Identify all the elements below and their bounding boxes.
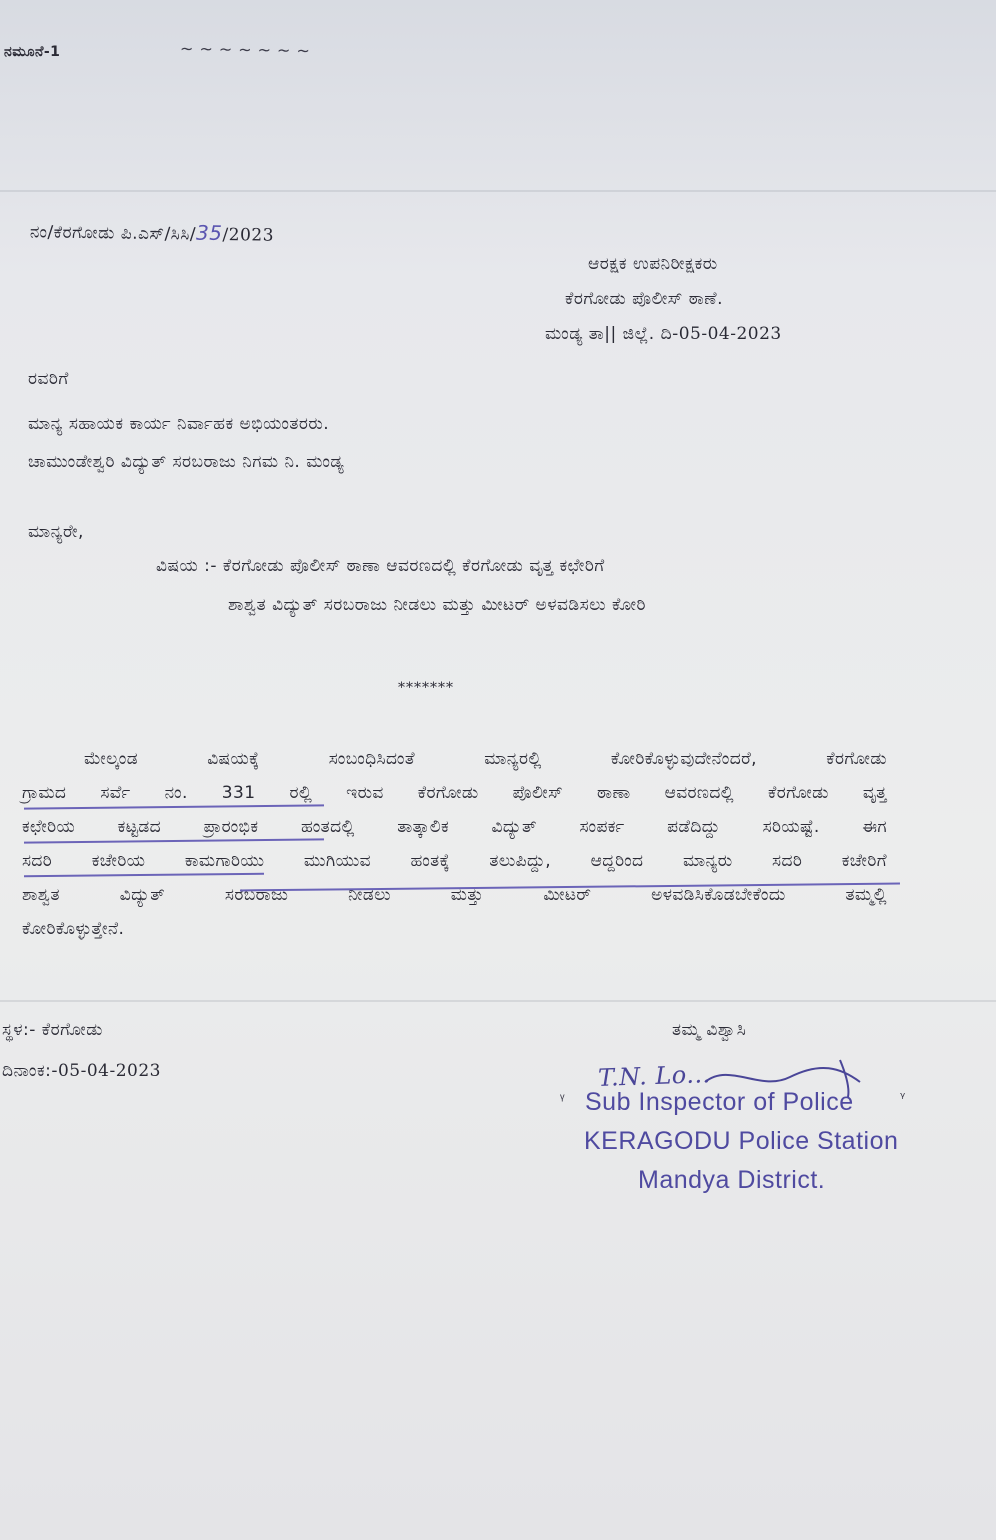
signature: T.N. Lo... bbox=[597, 1060, 712, 1092]
subject-line-2: ಶಾಶ್ವತ ವಿದ್ಯುತ್ ಸರಬರಾಜು ನೀಡಲು ಮತ್ತು ಮೀಟರ್ ಅಳವಡಿಸಲು ಕೋರಿ bbox=[228, 595, 647, 615]
reference-number bbox=[30, 218, 274, 245]
body-line: ಗ್ರಾಮದ ಸರ್ವೆ ನಂ. 331 ರಲ್ಲಿ ಇರುವ ಕೆರಗೋಡು ಪೊಲೀಸ್ ಠಾಣಾ ಆವರಣದಲ್ಲಿ ಕೆರಗೋಡು ವೃತ್ತ bbox=[22, 783, 887, 803]
closing: ತಮ್ಮ ವಿಶ್ವಾಸಿ bbox=[672, 1020, 747, 1040]
sender-date: 05-04-2023 bbox=[678, 324, 782, 344]
body-line: ಶಾಶ್ವತ ವಿದ್ಯುತ್ ಸರಬರಾಜು ನೀಡಲು ಮತ್ತು ಮೀಟರ್ ಅಳವಡಿಸಿಕೊಡಬೇಕೆಂದು ತಮ್ಮಲ್ಲಿ bbox=[22, 885, 887, 905]
place-line bbox=[2, 1020, 103, 1040]
recipient-organization: ಚಾಮುಂಡೇಶ್ವರಿ ವಿದ್ಯುತ್ ಸರಬರಾಜು ನಿಗಮ ನಿ. ಮಂಡ್ಯ bbox=[28, 452, 345, 472]
body-line: ಮೇಲ್ಕಂಡ ವಿಷಯಕ್ಕೆ ಸಂಬಂಧಿಸಿದಂತೆ ಮಾನ್ಯರಲ್ಲಿ ಕೋರಿಕೊಳ್ಳುವುದೇನೆಂದರೆ, ಕೆರಗೋಡು bbox=[84, 749, 887, 769]
separator: ******* bbox=[398, 680, 454, 696]
body-line: ಸದರಿ ಕಚೇರಿಯ ಕಾಮಗಾರಿಯು ಮುಗಿಯುವ ಹಂತಕ್ಕೆ ತಲುಪಿದ್ದು, ಆದ್ದರಿಂದ ಮಾನ್ಯರು ಸದರಿ ಕಚೇರಿಗೆ bbox=[22, 851, 887, 871]
salutation: ಮಾನ್ಯರೇ, bbox=[28, 522, 84, 542]
date-value: 05-04-2023 bbox=[57, 1061, 161, 1081]
recipient-to: ರವರಿಗೆ bbox=[28, 369, 69, 389]
subject-line-1: ವಿಷಯ :- ಕೆರಗೋಡು ಪೊಲೀಸ್ ಠಾಣಾ ಆವರಣದಲ್ಲಿ ಕೆರಗೋಡು ವೃತ್ತ ಕಛೇರಿಗೆ bbox=[156, 556, 605, 576]
recipient-designation: ಮಾನ್ಯ ಸಹಾಯಕ ಕಾರ್ಯ ನಿರ್ವಾಹಕ ಅಭಿಯಂತರರು. bbox=[28, 414, 330, 434]
sender-title: ಆರಕ್ಷಕ ಉಪನಿರೀಕ್ಷಕರು bbox=[588, 254, 718, 274]
sender-office: ಕೆರಗೋಡು ಪೊಲೀಸ್ ಠಾಣೆ. bbox=[565, 289, 724, 309]
stamp-mark-right: ᵞ bbox=[900, 1090, 906, 1106]
body-line: ಕಛೇರಿಯ ಕಟ್ಟಡದ ಪ್ರಾರಂಭಿಕ ಹಂತದಲ್ಲಿ ತಾತ್ಕಾಲಿಕ ವಿದ್ಯುತ್ ಸಂಪರ್ಕ ಪಡೆದಿದ್ದು ಸರಿಯಷ್ಟೆ. ಈಗ bbox=[22, 817, 887, 837]
paper-fold bbox=[0, 190, 996, 192]
body-line: ಕೋರಿಕೊಳ್ಳುತ್ತೇನೆ. bbox=[22, 919, 125, 939]
reference-handwritten-number: 35 bbox=[195, 220, 223, 245]
place-label: ಸ್ಥಳ:- bbox=[2, 1020, 36, 1040]
reference-year: /2023 bbox=[222, 224, 275, 246]
sender-location-date bbox=[545, 324, 782, 344]
body-paragraph bbox=[22, 742, 887, 946]
stamp-mark-left: ᵞ bbox=[560, 1090, 565, 1106]
stamp-line-3: Mandya District. bbox=[638, 1166, 826, 1194]
date-line bbox=[2, 1061, 161, 1081]
place-value: ಕೆರಗೋಡು bbox=[41, 1020, 103, 1040]
reference-prefix: ನಂ/ಕೆರಗೋಡು ಪಿ.ಎಸ್/ಸಿಸಿ/ bbox=[29, 222, 197, 245]
paper-fold bbox=[0, 1000, 996, 1002]
stamp-line-1: Sub Inspector of Police bbox=[585, 1088, 854, 1116]
form-label: ನಮೂನೆ-1 bbox=[4, 44, 61, 60]
top-scribble: ~~~~~~~ bbox=[179, 38, 316, 61]
date-label: ದಿನಾಂಕ:- bbox=[2, 1061, 58, 1081]
sender-location: ಮಂಡ್ಯ ತಾ|| ಜಿಲ್ಲೆ. ದಿ- bbox=[545, 324, 679, 344]
stamp-line-2: KERAGODU Police Station bbox=[584, 1127, 899, 1155]
